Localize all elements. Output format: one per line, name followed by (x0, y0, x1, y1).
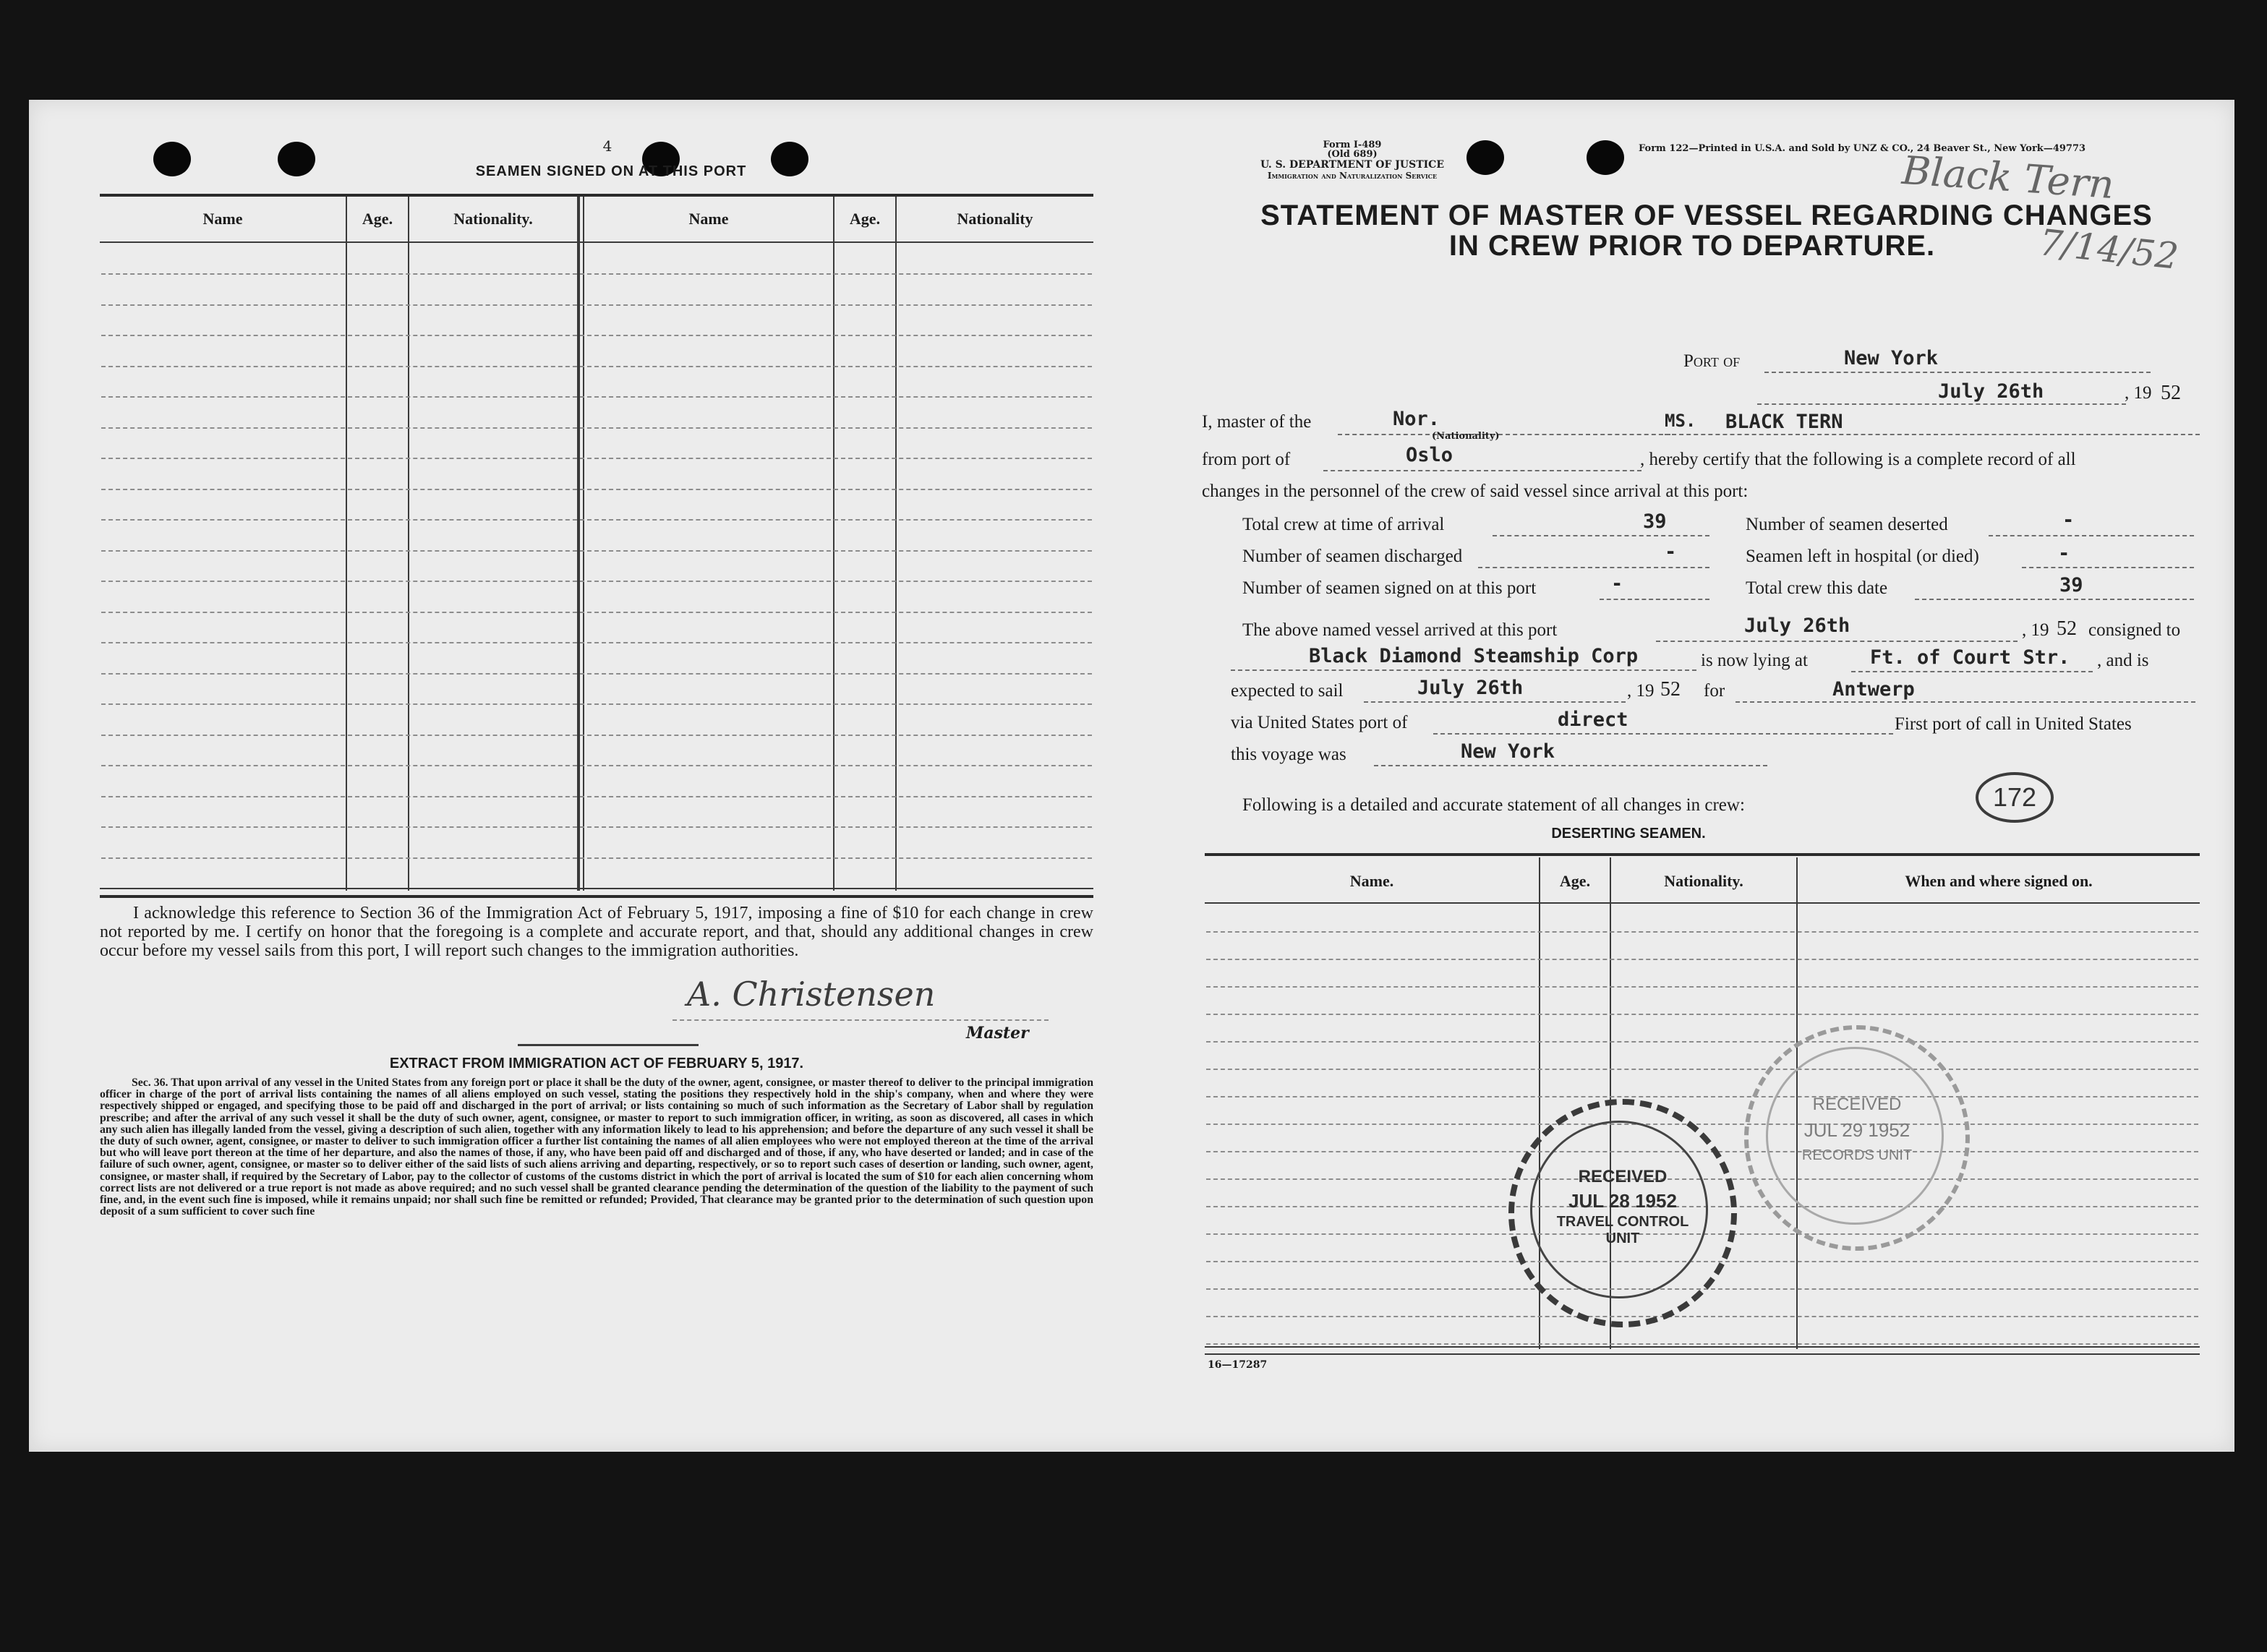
table-row (1206, 1124, 2198, 1125)
discharged-value: - (1665, 541, 1677, 563)
form-number: Form I-489 (Old 689) (1323, 140, 1382, 160)
via-label: via United States port of (1231, 713, 1408, 732)
col-header-name: Name (688, 210, 729, 228)
from-port-label: from port of (1202, 450, 1291, 469)
handwritten-date: 7/14/52 (2037, 221, 2181, 278)
following-text: Following is a detailed and accurate statement of all changes in crew: (1242, 795, 1745, 815)
table-row (101, 304, 1092, 306)
hospital-value: - (2058, 542, 2070, 565)
table-row (101, 273, 1092, 275)
col-header-nationality: Nationality. (1664, 872, 1743, 890)
from-port-value: Oslo (1406, 444, 1453, 466)
master-signature: A. Christensen (687, 975, 936, 1014)
document-sheet (29, 100, 2234, 1452)
footer-code: 16—17287 (1208, 1359, 1268, 1371)
received-stamp-travel-control: RECEIVED JUL 28 1952 TRAVEL CONTROL UNIT (1508, 1099, 1737, 1327)
table-row (1206, 1069, 2198, 1070)
total-crew-arrival-label: Total crew at time of arrival (1242, 515, 1445, 534)
form-title-line2: IN CREW PRIOR TO DEPARTURE. (1448, 230, 1936, 262)
table-row (101, 642, 1092, 643)
table-row (101, 857, 1092, 859)
table-row (1206, 1096, 2198, 1097)
year-prefix: , 19 (2022, 620, 2049, 640)
for-label: for (1704, 681, 1725, 701)
col-header-nationality: Nationality. (453, 210, 533, 228)
col-header-nationality: Nationality (957, 210, 1033, 228)
punch-hole (1587, 140, 1624, 175)
acknowledgement-text: I acknowledge this reference to Section 36 of the Immigration Act of February 5, 1917, imposing a fine of $10 for each change in crew not reported by me. I certify on honor that the foregoing is a complete and accurate report, and that, should any additional changes in crew occur before my vessel sails from this port, I will report such changes to the immigration authorities. (100, 904, 1093, 960)
nationality-value: Nor. (1393, 408, 1440, 430)
extract-title: EXTRACT FROM IMMIGRATION ACT OF FEBRUARY 5, 1917. (389, 1056, 804, 1071)
arrived-date: July 26th (1744, 615, 1850, 637)
consignee-value: Black Diamond Steamship Corp (1309, 645, 1639, 667)
table-row (101, 581, 1092, 582)
first-port-value: New York (1461, 740, 1555, 763)
first-port-label: First port of call in United States (1895, 714, 2132, 734)
table-row (1206, 1343, 2198, 1345)
deserted-value: - (2062, 509, 2075, 531)
year-prefix: , 19 (1627, 681, 1655, 701)
lying-label: is now lying at (1701, 651, 1808, 670)
col-header-name: Name. (1349, 872, 1394, 890)
table-row (101, 703, 1092, 705)
received-stamp-records: RECEIVED JUL 29 1952 RECORDS UNIT (1744, 1025, 1970, 1251)
punch-hole (153, 142, 191, 176)
destination-value: Antwerp (1832, 678, 1915, 701)
deserted-label: Number of seamen deserted (1746, 515, 1948, 534)
this-voyage-label: this voyage was (1231, 745, 1346, 764)
table-row (101, 489, 1092, 490)
table-row (101, 550, 1092, 552)
table-row (101, 458, 1092, 459)
table-row (1206, 1316, 2198, 1317)
printer-note: Form 122—Printed in U.S.A. and Sold by UNZ & CO., 24 Beaver St., New York—49773 (1639, 143, 2086, 154)
table-row (1206, 1041, 2198, 1043)
signature-label: Master (966, 1024, 1029, 1043)
handwritten-vessel-name: Black Tern (1900, 147, 2116, 208)
sail-date: July 26th (1417, 677, 1524, 699)
table-row (101, 427, 1092, 429)
circled-number: 172 (1976, 772, 2054, 823)
table-row (101, 366, 1092, 367)
table-row (1206, 931, 2198, 933)
col-header-age: Age. (849, 210, 881, 228)
deserting-heading: DESERTING SEAMEN. (1551, 826, 1706, 842)
page-number: 4 (602, 137, 612, 155)
total-crew-arrival-value: 39 (1643, 510, 1667, 533)
sail-year: 52 (1660, 678, 1681, 701)
col-header-signed-on: When and where signed on. (1905, 872, 2093, 890)
ship-name: BLACK TERN (1725, 411, 1843, 433)
expected-label: expected to sail (1231, 681, 1344, 701)
certify-text: , hereby certify that the following is a complete record of all (1640, 450, 2076, 469)
arrived-label: The above named vessel arrived at this port (1242, 620, 1558, 640)
arrived-year: 52 (2057, 617, 2077, 640)
table-row (101, 519, 1092, 521)
discharged-label: Number of seamen discharged (1242, 547, 1463, 566)
total-crew-date-value: 39 (2059, 574, 2083, 596)
department: U. S. DEPARTMENT OF JUSTICE (1260, 159, 1444, 171)
extract-text: Sec. 36. That upon arrival of any vessel in the United States from any foreign port or place it shall be the duty of the owner, agent, consignee, or master thereof to deliver to the principal immigration officer in charge of the port of arrival lists containing the names of all aliens employed on such vessel, stating the positions they respectively hold in the ship's company, when and where they were respectively shipped or engaged, and specifying those to be paid off and discharged in the port of arrival; or lists containing so much of such information as the Secretary of Labor shall by regulation prescribe; and after the arrival of any such vessel it shall be the duty of such owner, agent, consignee, or master to report to such immigration officer, in writing, as soon as discovered, all cases in which any such alien has illegally landed from the vessel, giving a description of such alien, together with any information likely to lead to his apprehension; and before the departure of any such vessel it shall be the duty of such owner, agent, consignee, or master to deliver to such immigration officer a further list containing the names of all alien employees who were not employed thereon at the time of the arrival but who will leave port thereon at the time of her departure, and also the names of those, if any, who have been paid off and discharged and of those, if any, who have deserted or landed; and in case of the failure of such owner, agent, consignee, or master so to deliver either of the said lists of such aliens arriving and departing, respectively, or so to report such cases of desertion or landing, such owner, agent, consignee, or master shall, if required by the Secretary of Labor, pay to the collector of customs of the customs district in which the port of arrival is located the sum of $10 for each alien concerning whom correct lists are not delivered or a true report is not made as above required; and no such vessel shall be granted clearance pending the determination of the question of the liability to the payment of such fine, and, in the event such fine is imposed, while it remains unpaid; nor shall such fine be remitted or refunded; Provided, That clearance may be granted prior to the determination of such question upon deposit of a sum sufficient to cover such fine (100, 1077, 1093, 1218)
nationality-caption: (Nationality) (1432, 431, 1500, 442)
table-row (101, 765, 1092, 766)
via-port-value: direct (1558, 709, 1628, 731)
table-row (101, 335, 1092, 336)
table-row (101, 735, 1092, 736)
service: Immigration and Naturalization Service (1267, 171, 1438, 181)
total-crew-date-label: Total crew this date (1746, 578, 1888, 598)
port-label: Port of (1683, 351, 1741, 371)
hospital-label: Seamen left in hospital (or died) (1746, 547, 1979, 566)
left-heading: SEAMEN SIGNED ON AT THIS PORT (475, 163, 747, 179)
table-row (101, 673, 1092, 675)
year-prefix: , 19 (2125, 383, 2152, 403)
table-row (101, 826, 1092, 828)
col-header-name: Name (202, 210, 243, 228)
lying-at-value: Ft. of Court Str. (1870, 646, 2070, 669)
date-value: July 26th (1938, 380, 2044, 403)
table-row (101, 396, 1092, 398)
year-value: 52 (2161, 382, 2181, 404)
and-is-label: , and is (2097, 651, 2149, 670)
table-row (1206, 986, 2198, 988)
table-row (1206, 1014, 2198, 1015)
table-row (101, 612, 1092, 613)
table-row (1206, 959, 2198, 960)
col-header-age: Age. (362, 210, 393, 228)
port-value: New York (1844, 347, 1939, 369)
consigned-label: consigned to (2088, 620, 2181, 640)
master-of-label: I, master of the (1202, 412, 1312, 432)
table-row (101, 796, 1092, 797)
certify-text-2: changes in the personnel of the crew of said vessel since arrival at this port: (1202, 482, 1749, 501)
form-title-line1: STATEMENT OF MASTER OF VESSEL REGARDING CHANGES (1260, 200, 2153, 231)
signed-on-value: - (1611, 573, 1623, 595)
col-header-age: Age. (1559, 872, 1591, 890)
ship-prefix: MS. (1665, 411, 1696, 431)
signed-on-label: Number of seamen signed on at this port (1242, 578, 1537, 598)
punch-hole (278, 142, 315, 176)
